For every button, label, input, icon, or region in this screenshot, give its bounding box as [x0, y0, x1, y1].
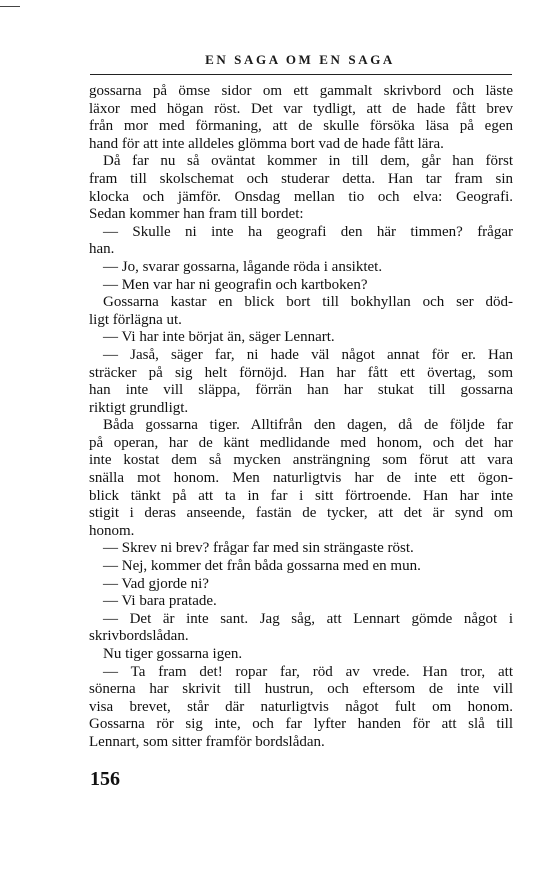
- text-line: visa brevet, står där naturligtvis något fult om honom.: [89, 698, 513, 715]
- text-line: — Jo, svarar gossarna, lågande röda i ansiktet.: [103, 258, 383, 275]
- text-line: snälla mot honom. Men naturligtvis har de inte ett ögon-: [89, 470, 513, 487]
- text-line: hand för att inte alldeles glömma bort vad de hade fått lära.: [89, 135, 444, 152]
- text-line: inte kostat dem så mycken ansträngning som förut att vara: [89, 452, 513, 469]
- header-rule: [90, 74, 512, 75]
- text-line: — Vi har inte börjat än, säger Lennart.: [103, 329, 335, 346]
- text-line: Då far nu så oväntat kommer in till dem, går han först: [103, 153, 513, 170]
- page-number: 156: [90, 768, 120, 790]
- text-line: gossarna på ömse sidor om ett gammalt skrivbord och läste: [89, 83, 513, 99]
- text-line: — Vi bara pratade.: [103, 593, 217, 610]
- text-line: sträcker på sig helt förnöjd. Han har fått ett övertag, som: [89, 364, 513, 381]
- page-corner-rule: [0, 6, 20, 7]
- text-line: på operan, har de känt medlidande med honom, och det har: [89, 434, 513, 451]
- running-head: EN SAGA OM EN SAGA: [205, 52, 395, 67]
- text-line: Båda gossarna tiger. Alltifrån den dagen, då de följde far: [103, 417, 513, 434]
- text-line: skrivbordslådan.: [89, 628, 189, 645]
- text-line: — Skulle ni inte ha geografi den här timmen? frågar: [103, 223, 513, 240]
- text-line: honom.: [89, 522, 135, 539]
- text-line: fram till skolschemat och studerar detta. Han tar fram sin: [89, 170, 513, 187]
- text-line: — Nej, kommer det från båda gossarna med en mun.: [103, 558, 421, 575]
- text-line: — Det är inte sant. Jag såg, att Lennart gömde något i: [103, 610, 513, 627]
- text-line: — Jaså, säger far, ni hade väl något annat för er. Han: [103, 346, 513, 363]
- text-line: klocka och jämför. Onsdag mellan tio och elva: Geografi.: [89, 188, 513, 205]
- body-text: [89, 83, 513, 752]
- text-line: från mor med förmaning, att de skulle försöka läsa på egen: [89, 118, 513, 135]
- text-line: riktigt grundligt.: [89, 399, 189, 416]
- text-line: — Skrev ni brev? frågar far med sin strängaste röst.: [103, 540, 414, 557]
- text-line: Nu tiger gossarna igen.: [103, 646, 243, 662]
- text-line: stigit i deras anseende, fastän de tycker, att det är synd om: [89, 505, 513, 522]
- text-line: han.: [89, 241, 115, 258]
- text-line: Gossarna kastar en blick bort till bokhyllan och ser död-: [103, 294, 513, 311]
- text-line: — Men var har ni geografin och kartboken?: [103, 276, 368, 293]
- text-line: Sedan kommer han fram till bordet:: [89, 206, 304, 223]
- text-line: han inte vill släppa, förrän han har stukat till gossarna: [89, 382, 513, 399]
- text-line: Lennart, som sitter framför bordslådan.: [89, 733, 325, 750]
- text-line: blick tänkt på att ta in far i sitt förtroende. Han har inte: [89, 487, 513, 504]
- text-line: ligt förlägna ut.: [89, 311, 182, 328]
- text-line: — Vad gjorde ni?: [103, 575, 209, 592]
- text-line: Gossarna rör sig inte, och far lyfter handen för att slå till: [89, 716, 513, 733]
- text-line: läxor med högan röst. Det var tydligt, att de hade fått brev: [89, 100, 513, 117]
- text-line: — Ta fram det! ropar far, röd av vrede. Han tror, att: [103, 663, 513, 680]
- text-line: sönerna har skrivit till hustrun, och eftersom de inte vill: [89, 681, 513, 698]
